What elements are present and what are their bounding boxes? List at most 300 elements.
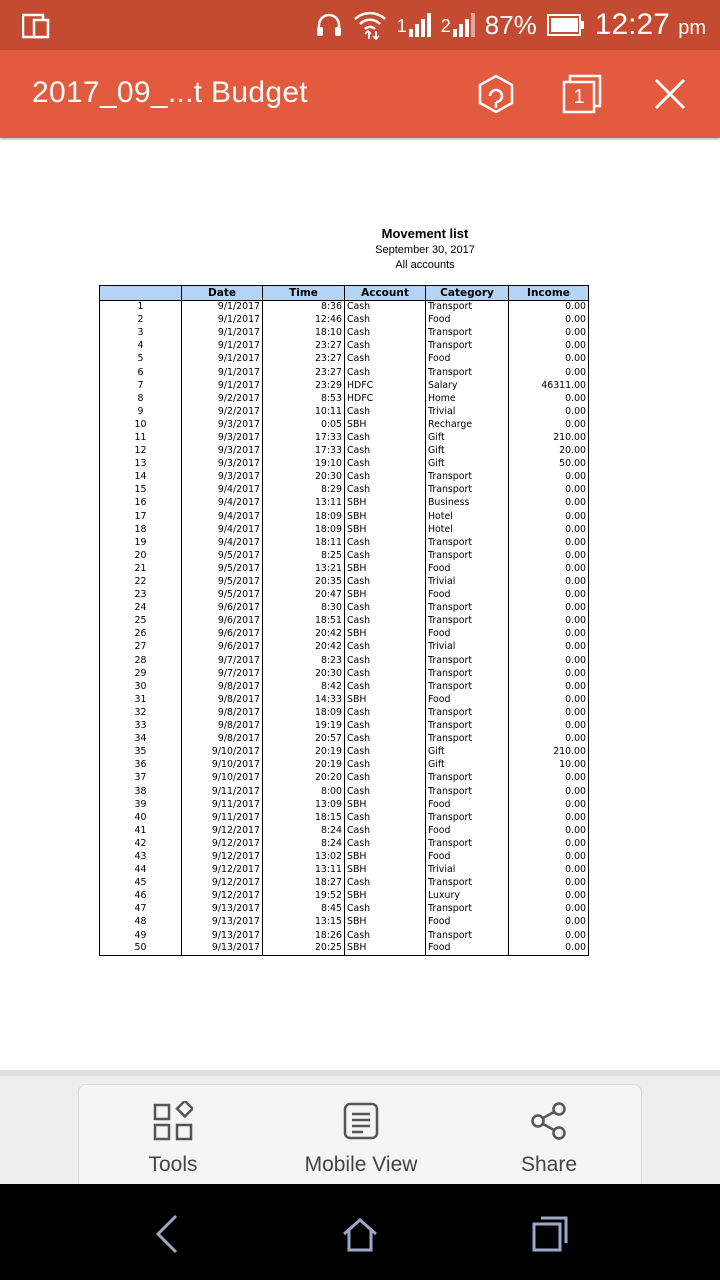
time-cell: 20:57: [263, 733, 345, 746]
account-cell: SBH: [345, 523, 426, 536]
income-cell: 0.00: [509, 654, 589, 667]
table-row: [100, 575, 589, 588]
share-button[interactable]: [455, 1085, 643, 1185]
mobile-view-icon: [341, 1101, 381, 1141]
account-cell: Cash: [345, 929, 426, 942]
row-number: 40: [100, 811, 182, 824]
table-row: [100, 720, 589, 733]
signal-sim2: [441, 13, 475, 37]
recent-apps-icon[interactable]: [528, 1212, 572, 1256]
date-cell: 9/12/2017: [182, 864, 263, 877]
account-cell: SBH: [345, 418, 426, 431]
share-icon: [529, 1101, 569, 1141]
account-cell: SBH: [345, 628, 426, 641]
account-cell: Cash: [345, 903, 426, 916]
date-cell: 9/8/2017: [182, 693, 263, 706]
table-row: [100, 523, 589, 536]
category-cell: Transport: [426, 733, 509, 746]
row-number: 47: [100, 903, 182, 916]
date-cell: 9/7/2017: [182, 654, 263, 667]
time-cell: 23:29: [263, 379, 345, 392]
table-row: [100, 890, 589, 903]
time-cell: 18:10: [263, 327, 345, 340]
account-cell: Cash: [345, 824, 426, 837]
movement-list-title: Movement list: [381, 226, 469, 241]
date-cell: 9/8/2017: [182, 706, 263, 719]
row-number: 49: [100, 929, 182, 942]
account-cell: HDFC: [345, 392, 426, 405]
date-cell: 9/13/2017: [182, 903, 263, 916]
income-cell: 0.00: [509, 562, 589, 575]
income-cell: 0.00: [509, 484, 589, 497]
date-cell: 9/3/2017: [182, 471, 263, 484]
date-cell: 9/1/2017: [182, 353, 263, 366]
row-number: 2: [100, 314, 182, 327]
row-number: 42: [100, 837, 182, 850]
table-row: [100, 497, 589, 510]
date-cell: 9/11/2017: [182, 785, 263, 798]
category-cell: Gift: [426, 746, 509, 759]
income-cell: 0.00: [509, 733, 589, 746]
table-row: [100, 392, 589, 405]
category-cell: Transport: [426, 549, 509, 562]
account-cell: Cash: [345, 720, 426, 733]
income-cell: 0.00: [509, 392, 589, 405]
income-cell: 0.00: [509, 693, 589, 706]
time-cell: 20:25: [263, 942, 345, 955]
account-cell: SBH: [345, 864, 426, 877]
income-cell: 0.00: [509, 549, 589, 562]
time-cell: 18:26: [263, 929, 345, 942]
category-cell: Transport: [426, 903, 509, 916]
account-cell: SBH: [345, 850, 426, 863]
time-cell: 13:02: [263, 850, 345, 863]
category-cell: Transport: [426, 654, 509, 667]
clock: [595, 8, 706, 42]
income-cell: 0.00: [509, 353, 589, 366]
income-cell: 46311.00: [509, 379, 589, 392]
row-number: 4: [100, 340, 182, 353]
income-cell: 0.00: [509, 942, 589, 955]
income-cell: 0.00: [509, 418, 589, 431]
income-cell: 0.00: [509, 405, 589, 418]
row-number: 8: [100, 392, 182, 405]
category-cell: Transport: [426, 929, 509, 942]
category-cell: Trivial: [426, 405, 509, 418]
divider: [0, 1070, 720, 1076]
date-cell: 9/1/2017: [182, 314, 263, 327]
account-cell: Cash: [345, 615, 426, 628]
account-cell: SBH: [345, 589, 426, 602]
account-cell: Cash: [345, 431, 426, 444]
time-cell: 8:23: [263, 654, 345, 667]
category-cell: Transport: [426, 615, 509, 628]
time-cell: 8:53: [263, 392, 345, 405]
category-cell: Food: [426, 562, 509, 575]
convert-icon[interactable]: [474, 72, 518, 116]
table-row: [100, 589, 589, 602]
account-cell: Cash: [345, 314, 426, 327]
date-cell: 9/8/2017: [182, 680, 263, 693]
category-cell: Food: [426, 693, 509, 706]
category-cell: Transport: [426, 811, 509, 824]
row-number: 14: [100, 471, 182, 484]
signal-sim1: [397, 13, 431, 37]
row-number: 1: [100, 301, 182, 314]
account-cell: Cash: [345, 785, 426, 798]
income-cell: 0.00: [509, 510, 589, 523]
account-cell: SBH: [345, 497, 426, 510]
table-row: [100, 431, 589, 444]
close-icon[interactable]: [648, 72, 692, 116]
date-cell: 9/3/2017: [182, 418, 263, 431]
income-cell: 0.00: [509, 903, 589, 916]
table-row: [100, 877, 589, 890]
category-cell: Transport: [426, 471, 509, 484]
row-number: 25: [100, 615, 182, 628]
account-cell: Cash: [345, 706, 426, 719]
account-cell: Cash: [345, 837, 426, 850]
time-cell: 13:09: [263, 798, 345, 811]
income-cell: 0.00: [509, 641, 589, 654]
time-cell: 20:30: [263, 667, 345, 680]
share-label: Share: [520, 1153, 578, 1176]
row-number: 30: [100, 680, 182, 693]
table-row: [100, 458, 589, 471]
category-cell: Recharge: [426, 418, 509, 431]
app-bar: [0, 50, 720, 138]
row-number: 18: [100, 523, 182, 536]
table-body: [100, 301, 589, 956]
row-number: 6: [100, 366, 182, 379]
table-row: [100, 641, 589, 654]
category-cell: Transport: [426, 366, 509, 379]
category-cell: Transport: [426, 706, 509, 719]
time-cell: 18:27: [263, 877, 345, 890]
date-cell: 9/6/2017: [182, 641, 263, 654]
account-cell: Cash: [345, 340, 426, 353]
row-number: 35: [100, 746, 182, 759]
account-cell: SBH: [345, 510, 426, 523]
table-row: [100, 471, 589, 484]
category-cell: Food: [426, 916, 509, 929]
date-cell: 9/4/2017: [182, 484, 263, 497]
date-cell: 9/5/2017: [182, 562, 263, 575]
date-cell: 9/5/2017: [182, 575, 263, 588]
date-cell: 9/12/2017: [182, 890, 263, 903]
table-row: [100, 405, 589, 418]
category-cell: Transport: [426, 837, 509, 850]
account-cell: Cash: [345, 733, 426, 746]
income-cell: 20.00: [509, 445, 589, 458]
battery-icon: [547, 14, 585, 36]
home-icon[interactable]: [338, 1212, 382, 1256]
account-cell: Cash: [345, 327, 426, 340]
category-cell: Transport: [426, 785, 509, 798]
category-cell: Business: [426, 497, 509, 510]
row-number: 39: [100, 798, 182, 811]
row-number: 46: [100, 890, 182, 903]
income-cell: 10.00: [509, 759, 589, 772]
time-cell: 19:52: [263, 890, 345, 903]
date-cell: 9/10/2017: [182, 759, 263, 772]
date-cell: 9/4/2017: [182, 510, 263, 523]
table-row: [100, 733, 589, 746]
time-cell: 12:46: [263, 314, 345, 327]
account-cell: Cash: [345, 654, 426, 667]
row-number: 3: [100, 327, 182, 340]
income-cell: 0.00: [509, 929, 589, 942]
table-row: [100, 602, 589, 615]
row-number: 26: [100, 628, 182, 641]
category-cell: Trivial: [426, 641, 509, 654]
table-row: [100, 549, 589, 562]
signal-strength-icon: [409, 13, 431, 37]
category-cell: Trivial: [426, 575, 509, 588]
bottom-toolbar: [78, 1084, 642, 1188]
time-cell: 20:19: [263, 746, 345, 759]
navigation-bar: [0, 1184, 720, 1280]
time-cell: 8:36: [263, 301, 345, 314]
date-cell: 9/2/2017: [182, 405, 263, 418]
income-cell: 0.00: [509, 471, 589, 484]
time-cell: 8:24: [263, 824, 345, 837]
income-cell: 0.00: [509, 589, 589, 602]
income-cell: 50.00: [509, 458, 589, 471]
account-cell: Cash: [345, 811, 426, 824]
account-cell: Cash: [345, 877, 426, 890]
date-cell: 9/2/2017: [182, 392, 263, 405]
date-cell: 9/12/2017: [182, 824, 263, 837]
table-row: [100, 418, 589, 431]
date-cell: 9/6/2017: [182, 615, 263, 628]
category-cell: Gift: [426, 445, 509, 458]
date-cell: 9/3/2017: [182, 458, 263, 471]
income-cell: 0.00: [509, 327, 589, 340]
income-cell: 0.00: [509, 602, 589, 615]
row-number: 43: [100, 850, 182, 863]
account-cell: Cash: [345, 536, 426, 549]
account-cell: HDFC: [345, 379, 426, 392]
category-cell: Trivial: [426, 864, 509, 877]
category-cell: Food: [426, 824, 509, 837]
row-number: 12: [100, 445, 182, 458]
account-cell: Cash: [345, 641, 426, 654]
row-number: 22: [100, 575, 182, 588]
movement-table: [99, 285, 589, 956]
account-cell: Cash: [345, 680, 426, 693]
income-cell: 0.00: [509, 301, 589, 314]
table-row: [100, 340, 589, 353]
table-row: [100, 484, 589, 497]
tools-icon: [153, 1101, 193, 1141]
column-header: Account: [345, 286, 426, 301]
column-header: Income: [509, 286, 589, 301]
row-number: 19: [100, 536, 182, 549]
category-cell: Transport: [426, 340, 509, 353]
screen-mirror-icon: [22, 12, 50, 40]
income-cell: 210.00: [509, 431, 589, 444]
table-row: [100, 772, 589, 785]
row-number: 16: [100, 497, 182, 510]
time-cell: 18:15: [263, 811, 345, 824]
account-cell: Cash: [345, 366, 426, 379]
row-number: 31: [100, 693, 182, 706]
time-cell: 17:33: [263, 445, 345, 458]
report-scope: All accounts: [395, 259, 455, 271]
income-cell: 0.00: [509, 523, 589, 536]
column-header: Category: [426, 286, 509, 301]
table-row: [100, 615, 589, 628]
date-cell: 9/1/2017: [182, 379, 263, 392]
table-row: [100, 746, 589, 759]
category-cell: Transport: [426, 327, 509, 340]
category-cell: Transport: [426, 484, 509, 497]
clock-time: 12:27: [594, 8, 670, 41]
account-cell: Cash: [345, 405, 426, 418]
time-cell: 8:30: [263, 602, 345, 615]
account-cell: Cash: [345, 301, 426, 314]
category-cell: Transport: [426, 877, 509, 890]
row-number: 48: [100, 916, 182, 929]
account-cell: Cash: [345, 602, 426, 615]
table-row: [100, 916, 589, 929]
table-row: [100, 850, 589, 863]
date-cell: 9/10/2017: [182, 746, 263, 759]
income-cell: 0.00: [509, 877, 589, 890]
time-cell: 13:11: [263, 497, 345, 510]
table-row: [100, 327, 589, 340]
row-number: 7: [100, 379, 182, 392]
time-cell: 10:11: [263, 405, 345, 418]
table-row: [100, 366, 589, 379]
time-cell: 19:19: [263, 720, 345, 733]
row-number: 44: [100, 864, 182, 877]
table-row: [100, 680, 589, 693]
document-title: 2017_09_...t Budget: [32, 76, 308, 109]
category-cell: Gift: [426, 431, 509, 444]
mobile-view-label: Mobile View: [304, 1153, 418, 1176]
table-row: [100, 903, 589, 916]
date-cell: 9/8/2017: [182, 720, 263, 733]
tools-label: Tools: [148, 1153, 198, 1176]
account-cell: SBH: [345, 890, 426, 903]
bottom-area: [0, 1070, 720, 1184]
clock-suffix: pm: [678, 17, 706, 39]
table-row: [100, 301, 589, 314]
row-number: 15: [100, 484, 182, 497]
sim2-label: 2: [440, 16, 451, 36]
table-row: [100, 510, 589, 523]
account-cell: Cash: [345, 471, 426, 484]
row-number: 41: [100, 824, 182, 837]
income-cell: 0.00: [509, 720, 589, 733]
income-cell: 0.00: [509, 798, 589, 811]
category-cell: Gift: [426, 759, 509, 772]
row-number: 23: [100, 589, 182, 602]
mobile-view-button[interactable]: [267, 1085, 455, 1185]
table-row: [100, 628, 589, 641]
date-cell: 9/4/2017: [182, 536, 263, 549]
date-cell: 9/1/2017: [182, 340, 263, 353]
table-row: [100, 445, 589, 458]
time-cell: 8:42: [263, 680, 345, 693]
account-cell: Cash: [345, 575, 426, 588]
category-cell: Transport: [426, 301, 509, 314]
table-row: [100, 837, 589, 850]
table-row: [100, 706, 589, 719]
date-cell: 9/1/2017: [182, 366, 263, 379]
category-cell: Transport: [426, 536, 509, 549]
time-cell: 18:51: [263, 615, 345, 628]
time-cell: 8:25: [263, 549, 345, 562]
time-cell: 20:30: [263, 471, 345, 484]
time-cell: 13:15: [263, 916, 345, 929]
date-cell: 9/11/2017: [182, 798, 263, 811]
report-date: September 30, 2017: [375, 244, 475, 256]
time-cell: 8:45: [263, 903, 345, 916]
income-cell: 0.00: [509, 667, 589, 680]
table-row: [100, 785, 589, 798]
time-cell: 8:00: [263, 785, 345, 798]
date-cell: 9/13/2017: [182, 929, 263, 942]
status-bar: [0, 0, 720, 50]
time-cell: 0:05: [263, 418, 345, 431]
time-cell: 18:09: [263, 523, 345, 536]
time-cell: 20:47: [263, 589, 345, 602]
row-number: 11: [100, 431, 182, 444]
account-cell: SBH: [345, 562, 426, 575]
time-cell: 20:42: [263, 641, 345, 654]
account-cell: Cash: [345, 445, 426, 458]
account-cell: SBH: [345, 693, 426, 706]
income-cell: 0.00: [509, 811, 589, 824]
income-cell: 210.00: [509, 746, 589, 759]
category-cell: Food: [426, 628, 509, 641]
income-cell: 0.00: [509, 536, 589, 549]
date-cell: 9/5/2017: [182, 589, 263, 602]
category-cell: Food: [426, 353, 509, 366]
back-icon[interactable]: [146, 1212, 190, 1256]
income-cell: 0.00: [509, 340, 589, 353]
account-cell: SBH: [345, 798, 426, 811]
time-cell: 18:09: [263, 706, 345, 719]
category-cell: Transport: [426, 667, 509, 680]
table-row: [100, 824, 589, 837]
column-header: Date: [182, 286, 263, 301]
row-number: 17: [100, 510, 182, 523]
category-cell: Salary: [426, 379, 509, 392]
income-cell: 0.00: [509, 575, 589, 588]
tools-button[interactable]: [79, 1085, 267, 1185]
income-cell: 0.00: [509, 615, 589, 628]
category-cell: Food: [426, 589, 509, 602]
category-cell: Home: [426, 392, 509, 405]
category-cell: Hotel: [426, 523, 509, 536]
category-cell: Transport: [426, 772, 509, 785]
date-cell: 9/3/2017: [182, 445, 263, 458]
account-cell: Cash: [345, 353, 426, 366]
page-count-button[interactable]: [560, 72, 604, 116]
category-cell: Food: [426, 798, 509, 811]
date-cell: 9/7/2017: [182, 667, 263, 680]
category-cell: Food: [426, 850, 509, 863]
account-cell: Cash: [345, 667, 426, 680]
category-cell: Hotel: [426, 510, 509, 523]
date-cell: 9/4/2017: [182, 523, 263, 536]
time-cell: 14:33: [263, 693, 345, 706]
page-badge: 1: [573, 86, 585, 108]
